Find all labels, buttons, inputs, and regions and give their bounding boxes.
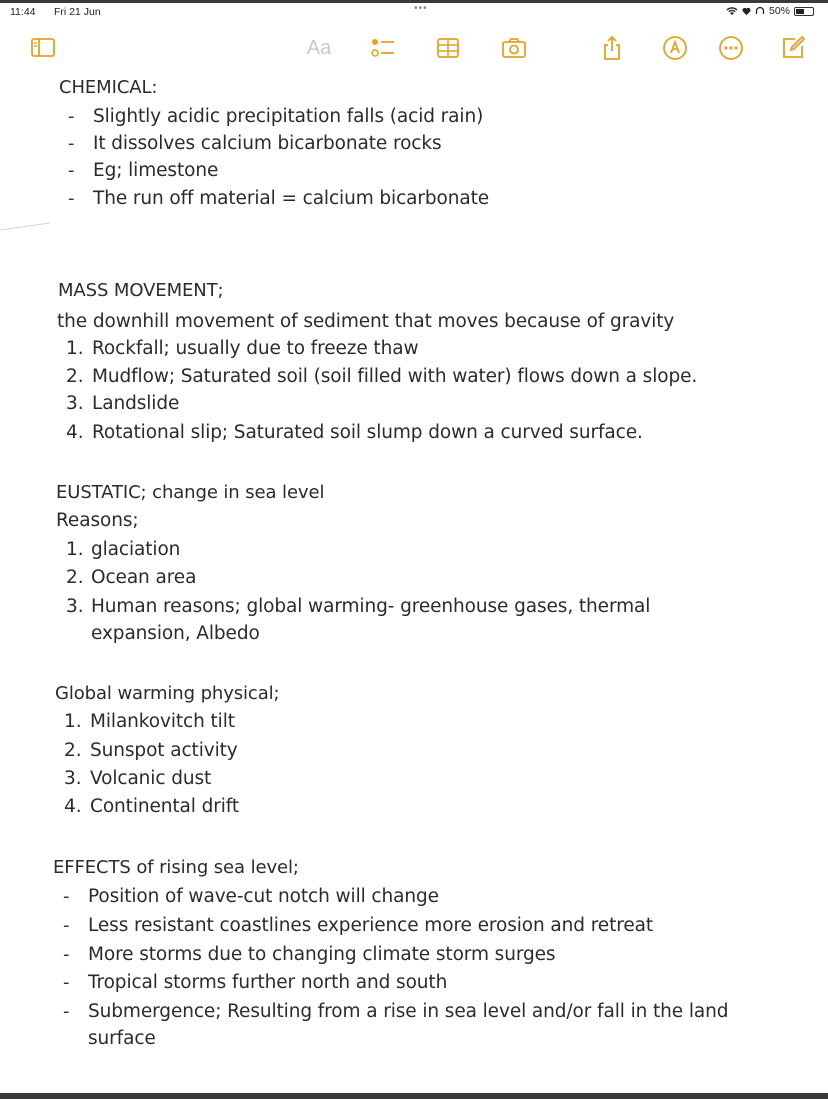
section-heading-mass-movement: MASS MOVEMENT; [58,280,224,301]
list-item: Volcanic dust [90,768,212,789]
list-number: 1. [66,338,84,359]
list-item: Eg; limestone [93,160,219,181]
list-item: Rotational slip; Saturated soil slump down a curved surface. [92,422,643,443]
bullet-dash: - [68,106,75,127]
bullet-dash: - [63,944,70,965]
bullet-dash: - [63,915,70,936]
list-item: It dissolves calcium bicarbonate rocks [93,133,442,154]
bullet-dash: - [63,972,70,993]
bullet-dash: - [63,1001,70,1022]
bullet-dash: - [68,188,75,209]
list-number: 4. [66,422,84,443]
list-number: 2. [64,740,82,761]
section-description: the downhill movement of sediment that moves because of gravity [57,311,675,332]
list-item: Ocean area [91,567,197,588]
section-heading-effects: EFFECTS of rising sea level; [53,857,299,878]
list-item: Milankovitch tilt [90,711,235,732]
list-item: The run off material = calcium bicarbonate [93,188,490,209]
bullet-dash: - [68,160,75,181]
text-format-button[interactable]: Aa [306,36,332,59]
list-number: 2. [66,567,84,588]
section-heading-eustatic: EUSTATIC; change in sea level [56,482,325,503]
list-item: More storms due to changing climate storm surges [88,944,556,965]
list-number: 1. [66,539,84,560]
list-item: Landslide [92,393,180,414]
section-heading-global-warming: Global warming physical; [55,683,280,704]
section-subheading: Reasons; [56,510,139,531]
list-item-continuation: expansion, Albedo [91,623,260,644]
list-number: 3. [64,768,82,789]
list-number: 4. [64,796,82,817]
status-date: Fri 21 Jun [54,6,101,18]
list-item: Tropical storms further north and south [88,972,448,993]
bullet-dash: - [63,886,70,907]
list-item: Rockfall; usually due to freeze thaw [92,338,419,359]
multitasking-dots-icon[interactable]: ••• [414,3,428,14]
list-number: 1. [64,711,82,732]
list-item: Submergence; Resulting from a rise in sea level and/or fall in the land [88,1001,729,1022]
list-item: Mudflow; Saturated soil (soil filled with water) flows down a slope. [92,366,698,387]
list-item: Sunspot activity [90,740,238,761]
list-item-continuation: surface [88,1028,156,1049]
bullet-dash: - [68,133,75,154]
battery-percent: 50% [768,5,790,17]
list-item: Human reasons; global warming- greenhouse gases, thermal [91,596,651,617]
list-number: 3. [66,393,84,414]
list-item: Less resistant coastlines experience more erosion and retreat [88,915,654,936]
section-heading-chemical: CHEMICAL: [59,77,158,98]
list-item: Slightly acidic precipitation falls (acid rain) [93,106,484,127]
list-number: 2. [66,366,84,387]
bottom-edge [0,1093,828,1099]
list-item: Continental drift [90,796,240,817]
list-number: 3. [66,596,84,617]
status-time: 11:44 [10,6,36,18]
list-item: Position of wave-cut notch will change [88,886,439,907]
list-item: glaciation [91,539,181,560]
